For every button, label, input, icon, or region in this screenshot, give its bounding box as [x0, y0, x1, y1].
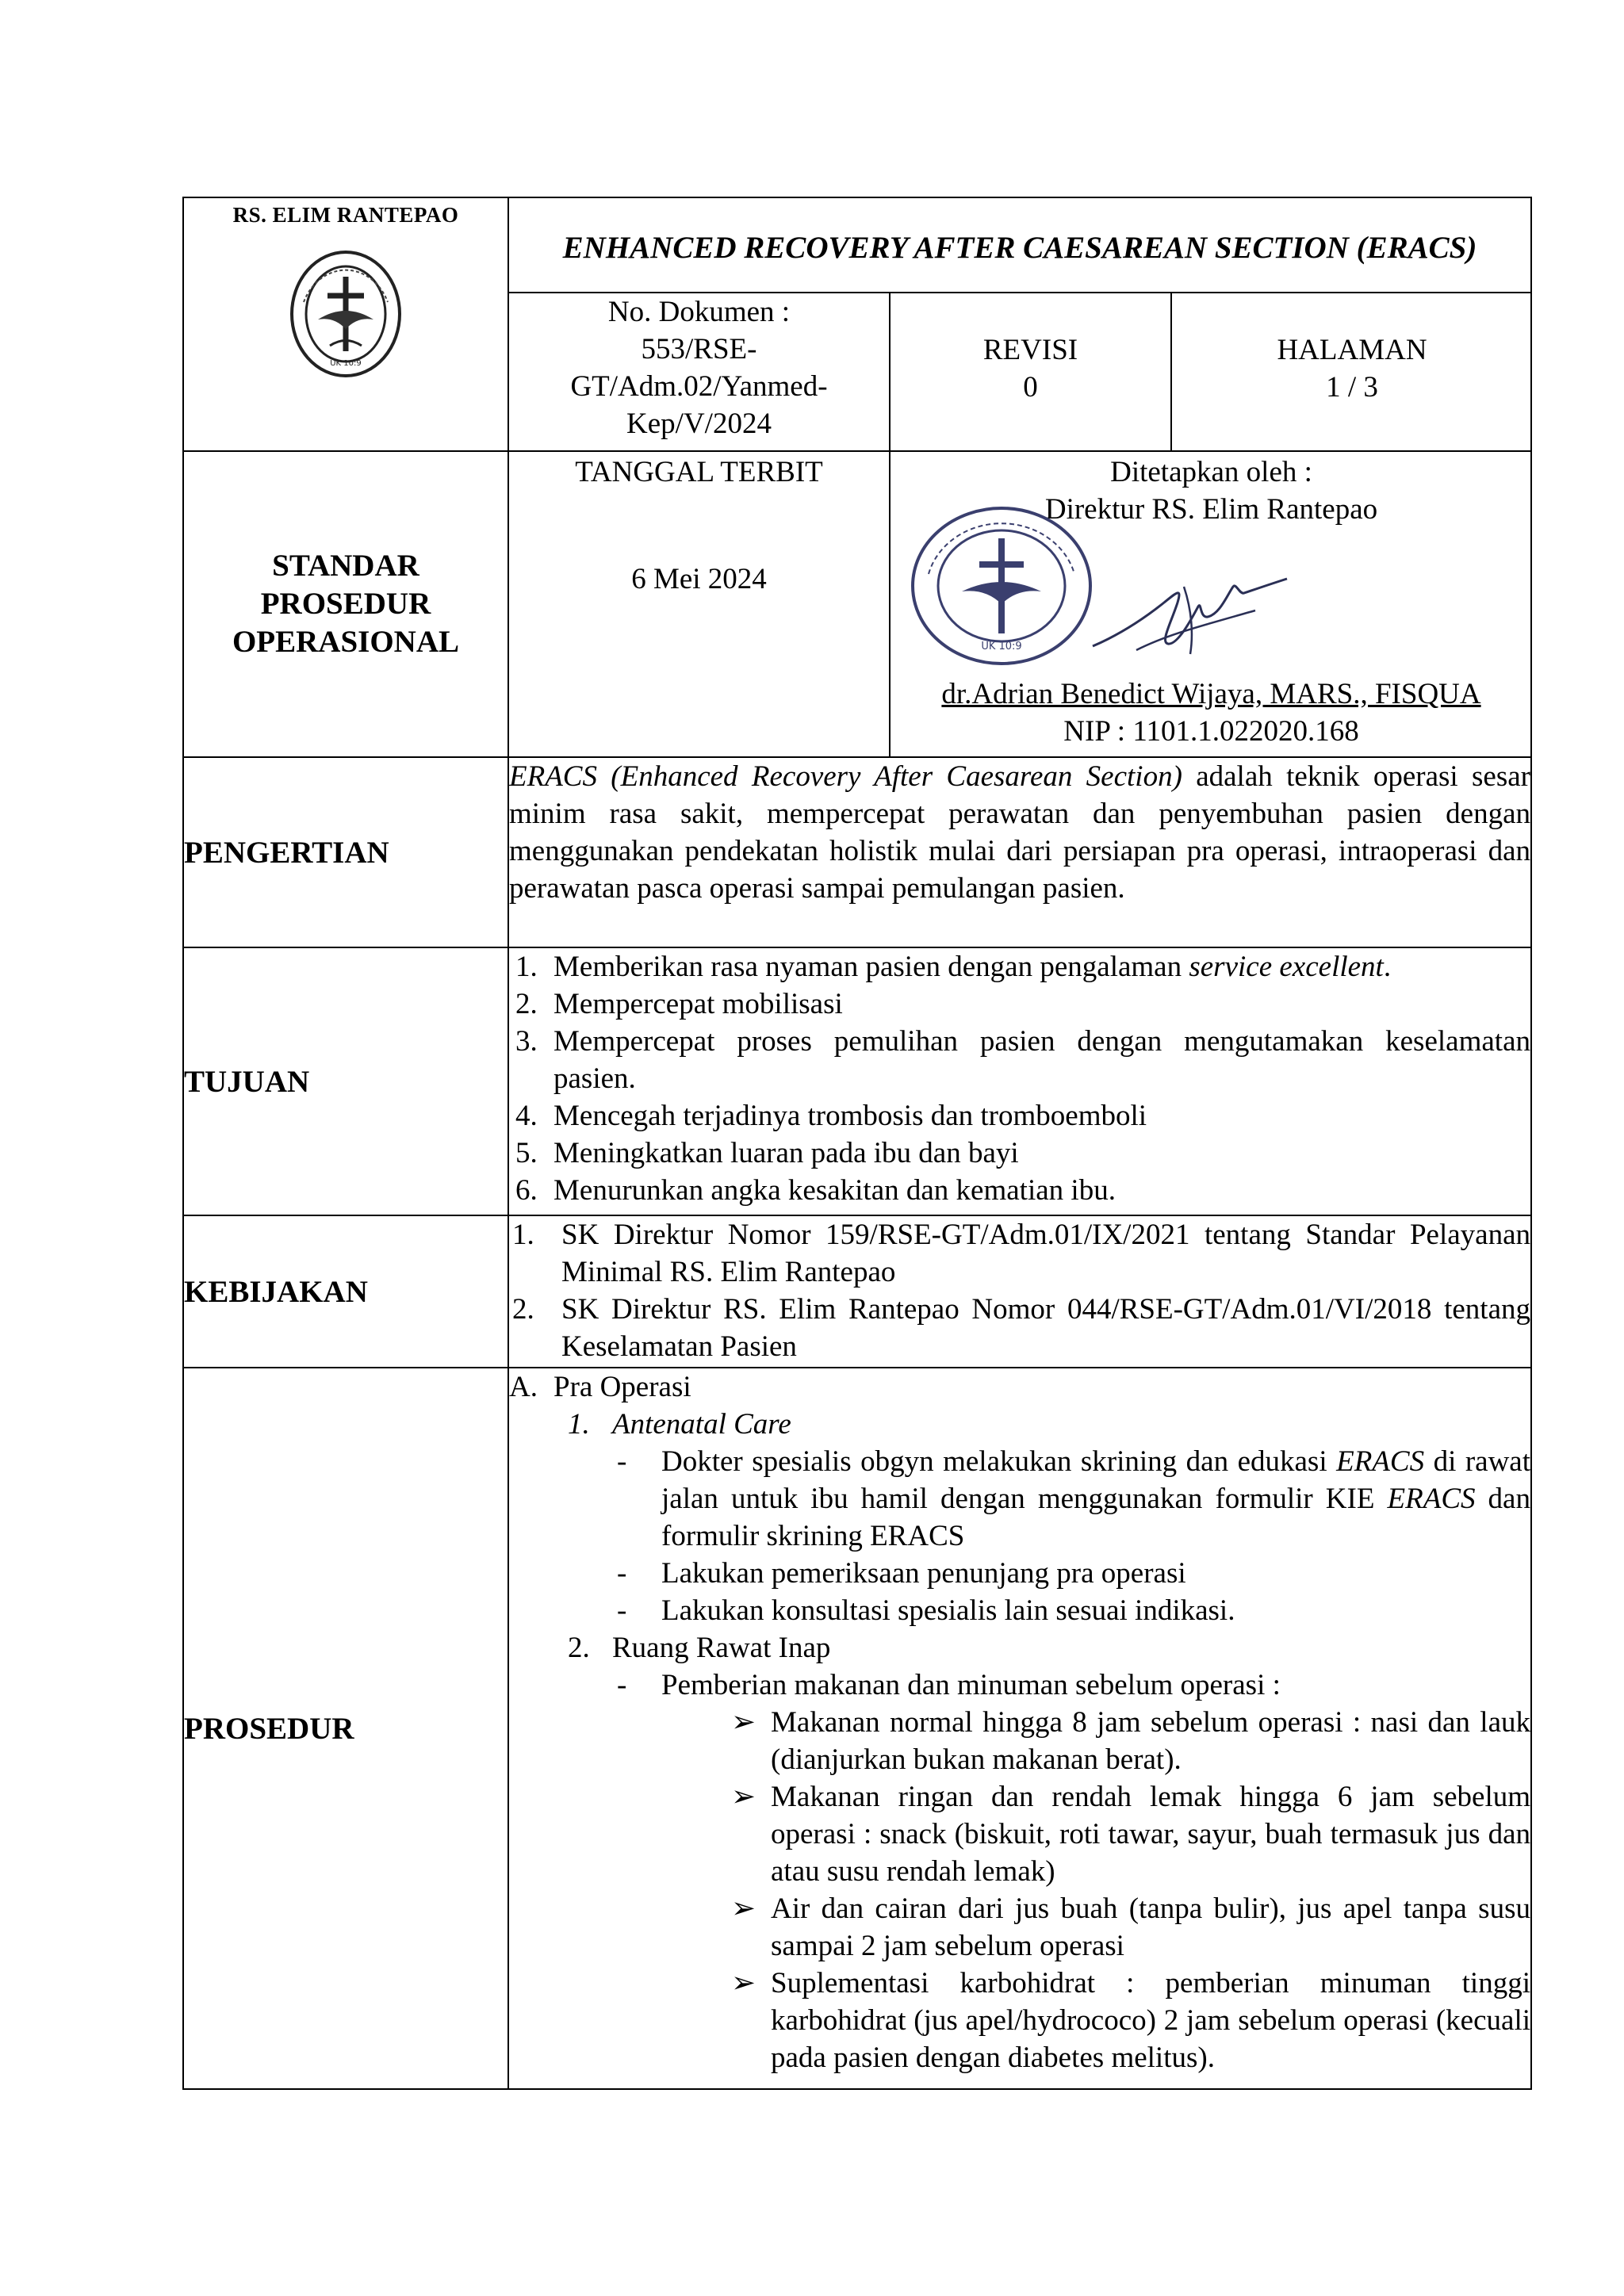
- pengertian-text: adalah teknik operasi sesar minim rasa sakit, mempercepat perawatan dan penyembuhan pasien dengan menggunakan pendekatan holistik mulai dari persiapan pra operasi, intraoperasi dan perawatan pasca operasi sampai pemulangan pasien.: [509, 760, 1530, 905]
- arrow-bullet-icon: ➢: [731, 1706, 756, 1739]
- title-and-docinfo-cell: [508, 197, 1531, 451]
- kebijakan-label: KEBIJAKAN: [183, 1215, 508, 1368]
- sop-label-line2: PROSEDUR: [260, 587, 431, 621]
- revisi-cell: [890, 293, 1171, 450]
- no-dokumen-line3: Kep/V/2024: [626, 408, 772, 440]
- approval-cell: [890, 452, 1532, 756]
- list-item: 2. SK Direktur RS. Elim Rantepao Nomor 044/RSE-GT/Adm.01/VI/2018 tentang Keselamatan Pasien: [512, 1293, 1530, 1363]
- no-dokumen-cell: [509, 293, 890, 450]
- halaman-cell: [1171, 293, 1532, 450]
- list-item: - Lakukan pemeriksaan penunjang pra operasi: [617, 1557, 1186, 1590]
- tujuan-label: TUJUAN: [183, 947, 508, 1215]
- arrow-bullet-icon: ➢: [731, 1967, 756, 1999]
- sop-detail-cell: [508, 451, 1531, 757]
- subsection-ruang-rawat-inap: 2. Ruang Rawat Inap: [568, 1632, 831, 1664]
- halaman-value: 1 / 3: [1326, 371, 1378, 404]
- list-item: ➢ Suplementasi karbohidrat : pemberian minuman tinggi karbohidrat (jus apel/hydrococo) 2 jam sebelum operasi (kecuali pada pasien dengan diabetes melitus).: [509, 1965, 1530, 2076]
- kebijakan-list: [512, 1216, 1530, 1365]
- list-item: 6. Menurunkan angka kesakitan dan kematian ibu.: [515, 1174, 1116, 1207]
- sop-detail-table: [509, 452, 1532, 756]
- revisi-value: 0: [1023, 371, 1038, 404]
- hospital-identity-cell: [183, 197, 508, 451]
- approval-block: [891, 452, 1532, 756]
- section-pra-operasi: A. Pra Operasi: [509, 1371, 691, 1403]
- sop-label-line3: OPERASIONAL: [232, 625, 460, 659]
- no-dokumen-line2: GT/Adm.02/Yanmed-: [570, 370, 828, 403]
- ditetapkan-role: Direktur RS. Elim Rantepao: [1044, 493, 1378, 526]
- pengertian-label: PENGERTIAN: [183, 757, 508, 947]
- no-dokumen-label: No. Dokumen :: [607, 296, 791, 328]
- subsection-antenatal-care: 1. Antenatal Care: [568, 1408, 791, 1441]
- list-item: - Pemberian makanan dan minuman sebelum operasi :: [617, 1669, 1281, 1701]
- list-item: 2. Mempercepat mobilisasi: [515, 988, 843, 1020]
- hospital-seal-icon: [286, 247, 405, 381]
- tanggal-terbit-label: TANGGAL TERBIT: [575, 456, 823, 488]
- signature-icon: [1089, 571, 1295, 666]
- pengertian-italic-lead: ERACS (Enhanced Recovery After Caesarean Section): [509, 760, 1182, 793]
- revisi-label: REVISI: [982, 334, 1078, 366]
- arrow-bullet-icon: ➢: [731, 1781, 756, 1813]
- hospital-logo: [184, 228, 508, 385]
- doc-info-table: [509, 292, 1532, 450]
- tanggal-terbit-cell: [509, 452, 890, 756]
- list-item: ➢ Makanan normal hingga 8 jam sebelum operasi : nasi dan lauk (dianjurkan bukan makanan berat).: [509, 1704, 1530, 1778]
- sop-label-cell: [183, 451, 508, 757]
- list-item: ➢ Air dan cairan dari jus buah (tanpa bulir), jus apel tanpa susu sampai 2 jam sebelum operasi: [509, 1890, 1530, 1965]
- svg-text:UK 10:9: UK 10:9: [330, 359, 362, 368]
- list-item: ➢ Makanan ringan dan rendah lemak hingga 6 jam sebelum operasi : snack (biskuit, roti tawar, sayur, buah termasuk jus dan atau susu rendah lemak): [509, 1778, 1530, 1890]
- svg-text:UK 10:9: UK 10:9: [981, 641, 1022, 652]
- tujuan-content: [508, 947, 1531, 1215]
- list-item: 1. SK Direktur Nomor 159/RSE-GT/Adm.01/IX/2021 tentang Standar Pelayanan Minimal RS. Elim Rantepao: [512, 1219, 1530, 1288]
- prosedur-label: PROSEDUR: [183, 1368, 508, 2089]
- ditetapkan-label: Ditetapkan oleh :: [1110, 456, 1312, 488]
- sop-table: [182, 197, 1532, 2090]
- list-item: 5. Meningkatkan luaran pada ibu dan bayi: [515, 1137, 1019, 1169]
- no-dokumen-line1: 553/RSE-: [641, 333, 757, 365]
- pengertian-content: [508, 757, 1531, 947]
- hospital-name: RS. ELIM RANTEPAO: [232, 203, 459, 227]
- list-item: - Lakukan konsultasi spesialis lain sesuai indikasi.: [617, 1594, 1235, 1627]
- signatory-nip: NIP : 1101.1.022020.168: [1063, 715, 1359, 748]
- sop-label-line1: STANDAR: [272, 549, 419, 583]
- list-item: - Dokter spesialis obgyn melakukan skrining dan edukasi ERACS di rawat jalan untuk ibu hamil dengan menggunakan formulir KIE ERACS dan formulir skrining ERACS: [617, 1445, 1530, 1552]
- list-item: 3. Mempercepat proses pemulihan pasien dengan mengutamakan keselamatan pasien.: [515, 1025, 1530, 1095]
- tujuan-list: [509, 948, 1530, 1209]
- arrow-bullet-icon: ➢: [731, 1892, 756, 1925]
- kebijakan-content: [508, 1215, 1531, 1368]
- sop-document: [182, 197, 1530, 2090]
- document-title: ENHANCED RECOVERY AFTER CAESAREAN SECTION (ERACS): [562, 231, 1477, 265]
- halaman-label: HALAMAN: [1277, 334, 1427, 366]
- list-item: 4. Mencegah terjadinya trombosis dan tromboemboli: [515, 1100, 1147, 1132]
- signatory-name: dr.Adrian Benedict Wijaya, MARS., FISQUA: [941, 678, 1481, 710]
- tanggal-terbit-value: 6 Mei 2024: [631, 563, 767, 595]
- prosedur-content: [508, 1368, 1531, 2089]
- official-stamp-icon: [906, 503, 1097, 669]
- list-item: 1. Memberikan rasa nyaman pasien dengan pengalaman service excellent.: [515, 951, 1392, 983]
